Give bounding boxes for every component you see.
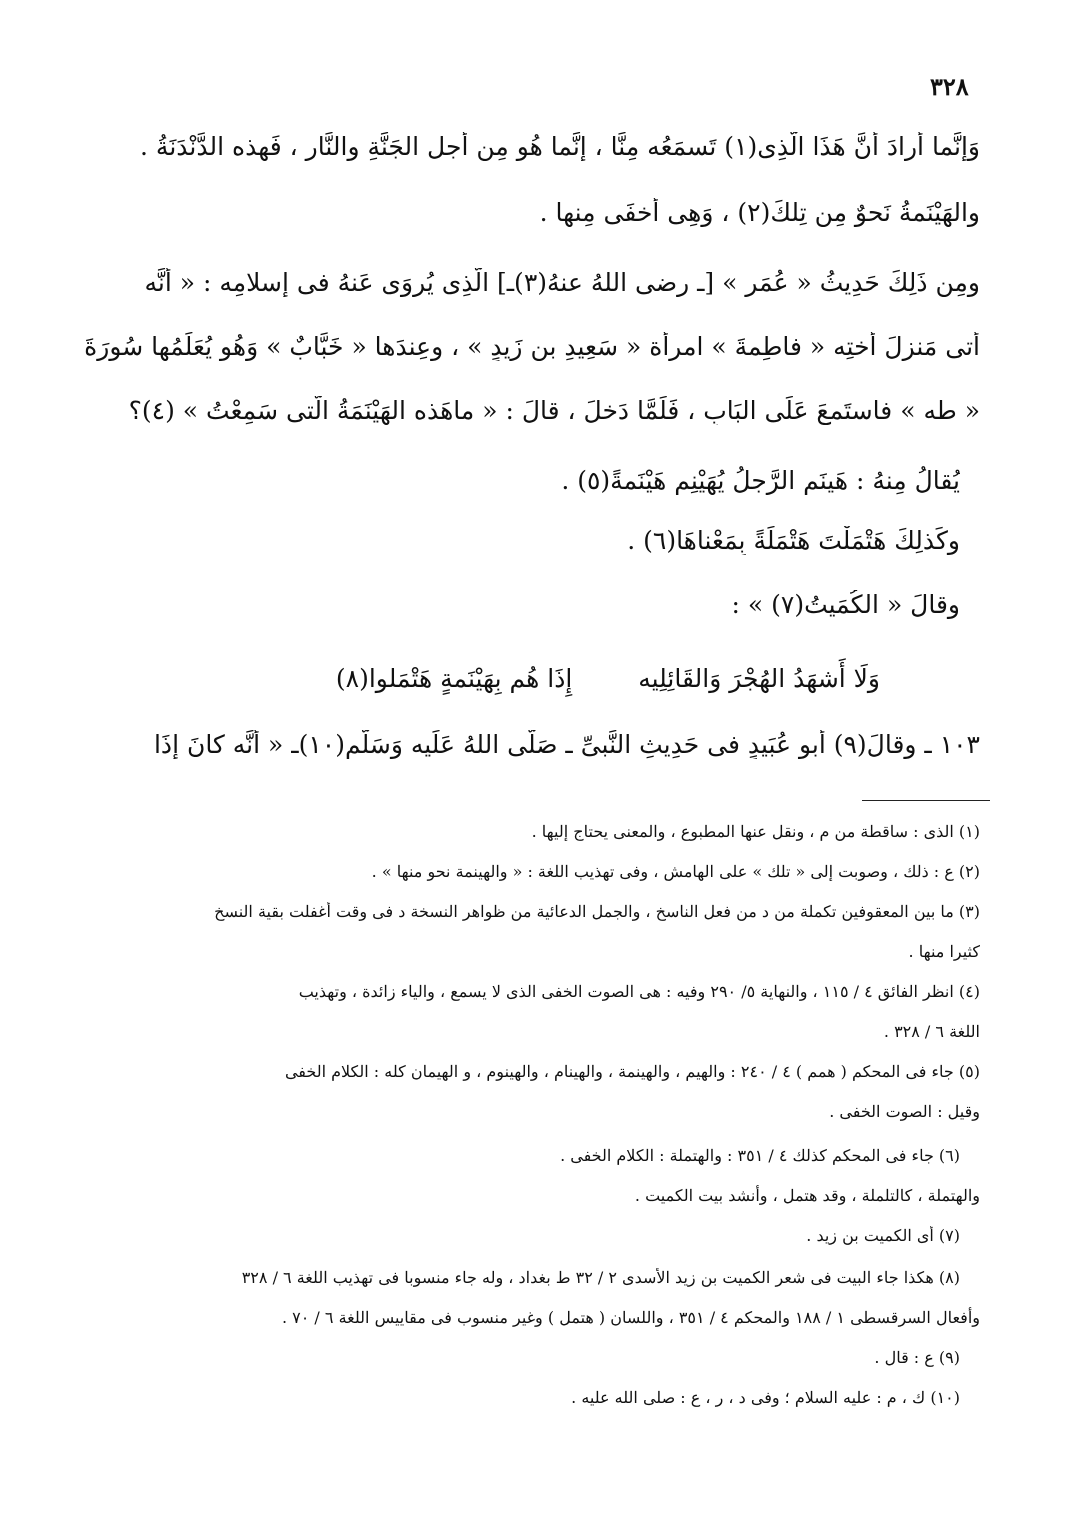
footnote: (٩) ع : قال . <box>874 1348 960 1367</box>
footnote-continuation: وقيل : الصوت الخفى . <box>829 1102 980 1121</box>
footnote: (٣) ما بين المعقوفين تكملة من د من فعل الناسخ ، والجمل الدعائية من ظواهر النسخة د فى وقت أغفلت بقية النسخ <box>214 902 980 921</box>
body-line: ومِن ذَلِكَ حَدِيثُ « عُمَر » [ـ رضى اللهُ عنهُ(٣)ـ] الَّذِى يُروَى عَنهُ فى إسلامِه : « أَنَّه <box>144 268 980 297</box>
footnote-continuation: اللغة ٦ / ٣٢٨ . <box>883 1022 980 1041</box>
page-number: ٣٢٨ <box>930 72 969 101</box>
poetry-verse <box>336 664 880 693</box>
body-line: ١٠٣ ـ وقالَ(٩) أَبو عُبَيدٍ فى حَدِيثِ النَّبىِّ ـ صَلَّى اللهُ عَلَيه وَسَلَّم(١٠)ـ « أَنَّه كانَ إِذَا <box>153 730 980 759</box>
footnote: (٦) جاء فى المحكم كذلك ٤ / ٣٥١ : والهتملة : الكلام الخفى . <box>560 1146 960 1165</box>
footnote: (١) الذى : ساقطة من م ، ونقل عنها المطبوع ، والمعنى يحتاج إليها . <box>531 822 980 841</box>
footnote: (٢) ع : ذلك ، وصوبت إلى « تلك » على الهامش ، وفى تهذيب اللغة : « والهينمة نحو منها » . <box>371 862 980 881</box>
footnote-continuation: والهتملة ، كالتلملة ، وقد هتمل ، وأنشد بيت الكميت . <box>634 1186 980 1205</box>
verse-second-hemistich: إِذَا هُم بِهَيْنَمةٍ هَتْمَلوا(٨) <box>335 664 573 693</box>
body-line: يُقالُ مِنهُ : هَينَم الرَّجلُ يُهَيْنِم هَيْنَمةً(٥) . <box>561 466 960 495</box>
footnote: (٧) أى الكميت بن زيد . <box>806 1226 960 1245</box>
footnote-divider <box>862 800 990 801</box>
footnote: (٥) جاء فى المحكم ( همم ) ٤ / ٢٤٠ : والهيم ، والهينمة ، والهينام ، والهينوم ، و الهيمان كله : الكلام الخفى <box>284 1062 980 1081</box>
footnote: (١٠) ك ، م : عليه السلام ؛ وفى د ، ر ، ع : صلى الله عليه . <box>571 1388 960 1407</box>
body-line: « طه » فاستَمعَ عَلَى البَابِ ، فَلَمَّا دَخلَ ، قالَ : « ماهَذه الهَيْنَمَةُ الَّتى سَمِعْتُ » (٤)؟ <box>128 396 980 425</box>
footnote-continuation: كثيرا منها . <box>908 942 980 961</box>
footnote: (٤) انظر الفائق ٤ / ١١٥ ، والنهاية ٥/ ٢٩٠ وفيه : هى الصوت الخفى الذى لا يسمع ، والياء زائدة ، وتهذيب <box>298 982 980 1001</box>
body-line: والهَيْنَمةُ نَحوٌ مِن تِلكَ(٢) ، وَهِى أَخفَى مِنها . <box>539 198 980 227</box>
footnote-continuation: وأفعال السرقسطى ١ / ١٨٨ والمحكم ٤ / ٣٥١ ، واللسان ( هتمل ) وغير منسوب فى مقاييس اللغة ٦ / ٧٠ . <box>281 1308 980 1327</box>
body-line: وكَذلِكَ هَتْمَلْتَ هَتْمَلَةً بِمَعْناهَا(٦) . <box>627 526 960 555</box>
verse-first-hemistich: وَلَا أَشهَدُ الهُجْرَ وَالقَائِلِيه <box>638 664 880 693</box>
body-line: أَتى مَنزِلَ أُختِه « فاطِمةَ » امرأَة « سَعِيدِ بنِ زَيدٍ » ، وعِندَها « خَبَّابٌ » وَهُو يُعَلِّمُها سُورَةَ <box>84 332 980 361</box>
footnote: (٨) هكذا جاء البيت فى شعر الكميت بن زيد الأسدى ٢ / ٣٢ ط بغداد ، وله جاء منسوبا فى تهذيب اللغة ٦ / ٣٢٨ <box>241 1268 960 1287</box>
body-line: وَإِنَّما أَرادَ أَنَّ هَذَا الَّذِى(١) تَسمَعُه مِنَّا ، إِنَّما هُو مِن أَجلِ الجَنَّةِ والنَّارِ ، فَهذه الدَّنْدَنَةُ . <box>140 132 980 161</box>
body-line: وقالَ « الكُمَيتُ(٧) » : <box>731 590 960 619</box>
